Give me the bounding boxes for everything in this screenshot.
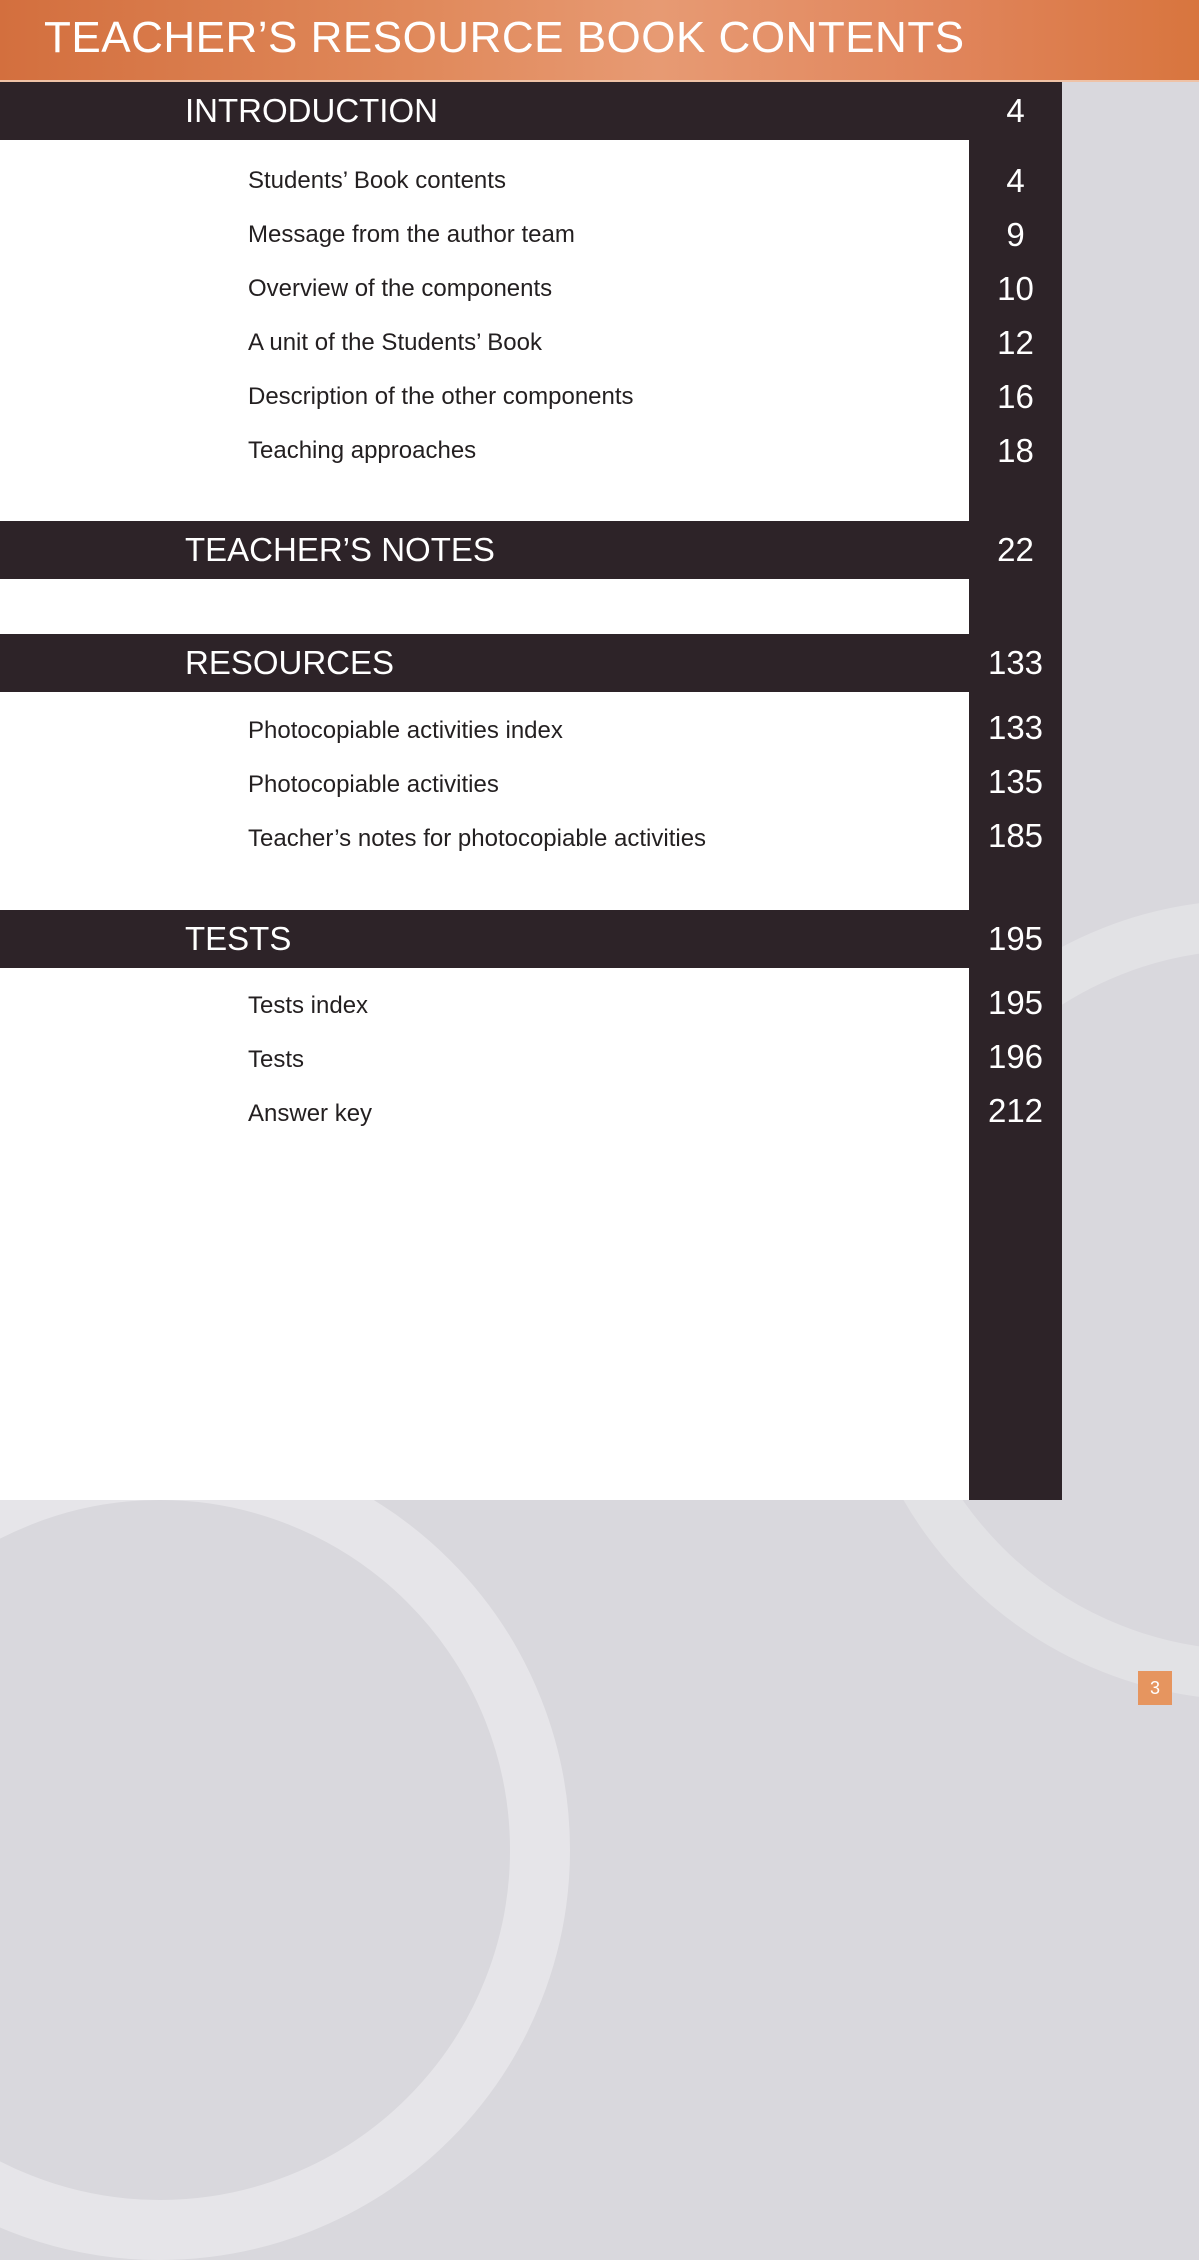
toc-item-page: 212	[987, 1092, 1044, 1129]
section-title: RESOURCES	[185, 644, 395, 681]
toc-item-page: 196	[987, 1038, 1044, 1075]
page-title: TEACHER’S RESOURCE BOOK CONTENTS	[44, 13, 965, 62]
section-bar-resources	[0, 634, 969, 692]
section-bar-teachers-notes	[0, 521, 969, 579]
toc-item-page: 135	[987, 763, 1044, 800]
toc-item[interactable]: Tests	[248, 1046, 305, 1073]
toc-item-page: 10	[997, 270, 1034, 307]
section-page-number: 195	[987, 920, 1044, 957]
section-title: INTRODUCTION	[185, 92, 438, 129]
toc-item-page: 16	[997, 378, 1034, 415]
toc-item[interactable]: Tests index	[248, 992, 369, 1019]
section-bar-tests	[0, 910, 969, 968]
toc-item[interactable]: Description of the other components	[248, 383, 634, 410]
toc-item[interactable]: Teaching approaches	[248, 437, 477, 464]
section-title: TEACHER’S NOTES	[185, 531, 495, 568]
section-page-number: 4	[1006, 92, 1025, 129]
toc-item-page: 18	[997, 432, 1034, 469]
toc-item[interactable]: Message from the author team	[248, 221, 575, 248]
toc-item[interactable]: Answer key	[248, 1100, 373, 1127]
header-band	[0, 0, 1199, 82]
toc-item[interactable]: Students’ Book contents	[248, 167, 506, 194]
toc-item[interactable]: A unit of the Students’ Book	[248, 329, 542, 356]
section-title: TESTS	[185, 920, 292, 957]
section-page-number: 133	[987, 644, 1044, 681]
section-bar-introduction	[0, 82, 969, 140]
toc-item-page: 195	[987, 984, 1044, 1021]
page-number-badge: 3	[1138, 1671, 1172, 1705]
toc-item-page: 9	[1006, 216, 1025, 253]
toc-item[interactable]: Overview of the components	[248, 275, 553, 302]
toc-item[interactable]: Teacher’s notes for photocopiable activities	[248, 825, 707, 852]
background-swirl	[0, 1440, 570, 2260]
section-page-number: 22	[997, 531, 1034, 568]
toc-item-page: 12	[997, 324, 1034, 361]
toc-item-page: 133	[987, 709, 1044, 746]
toc-item[interactable]: Photocopiable activities	[248, 771, 499, 798]
toc-item[interactable]: Photocopiable activities index	[248, 717, 563, 744]
toc-item-page: 185	[987, 817, 1044, 854]
toc-item-page: 4	[1006, 162, 1025, 199]
